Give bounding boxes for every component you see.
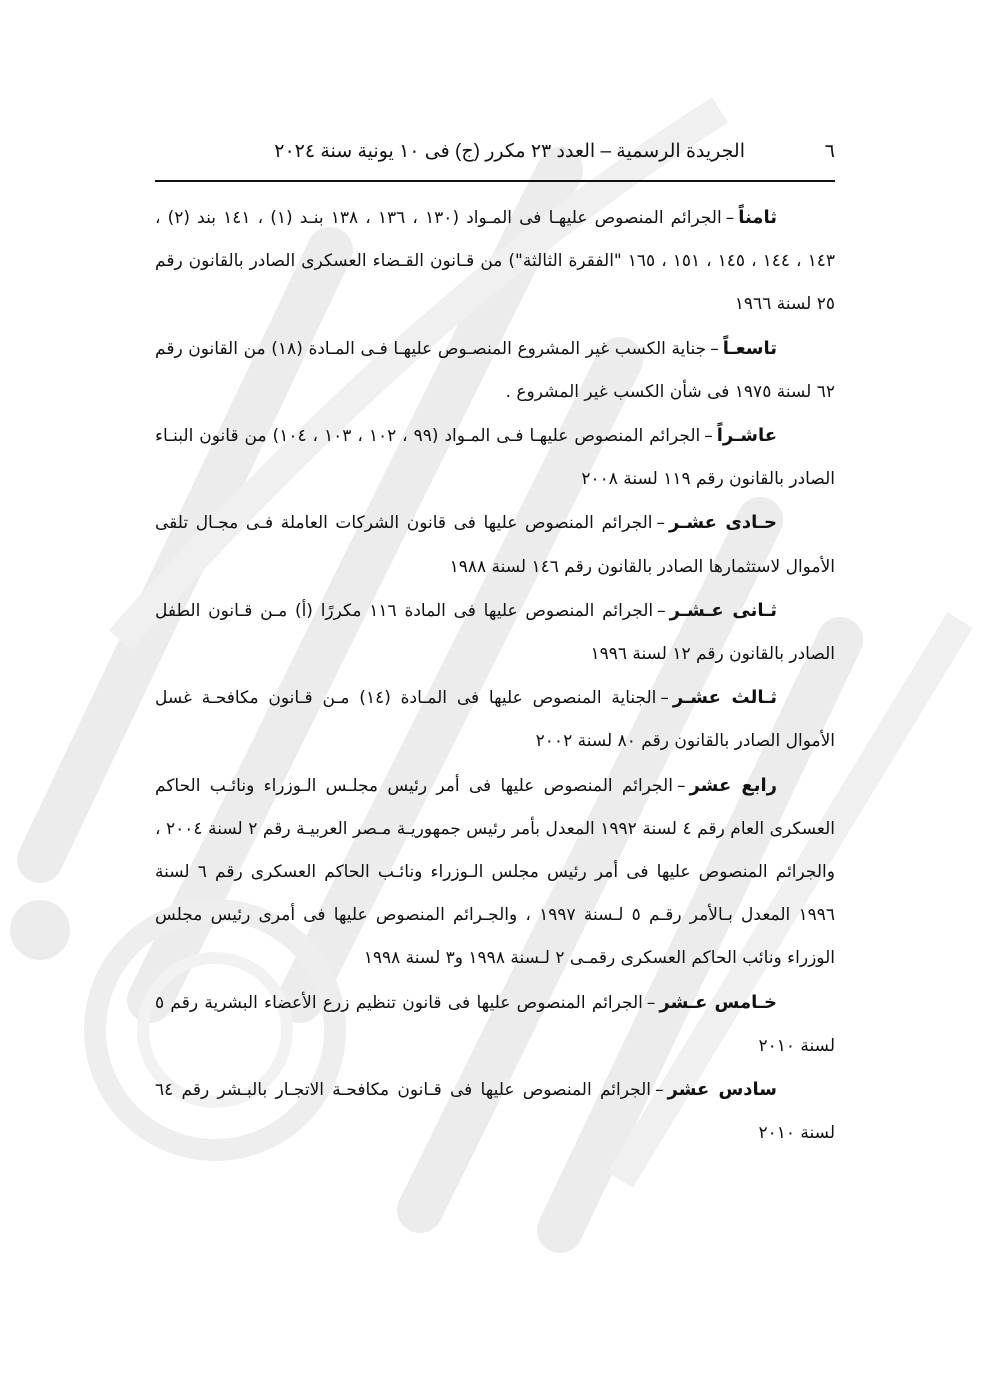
list-item: ثـانى عـشـر–الجرائم المنصوص عليها فى المادة ١١٦ مكررًا (أ) مـن قـانون الطفل الصادر بالقانون رقم ١٢ لسنة ١٩٩٦ bbox=[155, 599, 835, 665]
header-divider bbox=[155, 180, 835, 182]
item-text: الجرائم المنصوص عليها فى المادة ١١٦ مكررًا (أ) مـن قـانون الطفل الصادر بالقانون رقم ١٢ لسنة ١٩٩٦ bbox=[155, 600, 835, 665]
item-term: عاشـراً bbox=[716, 425, 778, 447]
item-term: ثامناً bbox=[738, 207, 777, 228]
item-term: تاسعـاً bbox=[722, 337, 777, 359]
list-item: سادس عشر–الجرائم المنصوص عليها فى قـانون مكافحـة الاتجـار بالبـشر رقم ٦٤ لسنة ٢٠١٠ bbox=[155, 1079, 835, 1144]
item-text: الجرائم المنصوص عليها فى قـانون مكافحـة الاتجـار بالبـشر رقم ٦٤ لسنة ٢٠١٠ bbox=[155, 1080, 835, 1144]
item-text: الجرائم المنصوص عليها فى قانون الشركات العاملة فـى مجـال تلقى الأموال لاستثمارها الصادر بالقانون رقم ١٤٦ لسنة ١٩٨٨ bbox=[155, 513, 835, 577]
document-body bbox=[155, 196, 835, 1155]
item-text: الجناية المنصوص عليها فى المـادة (١٤) مـن قـانون مكافحـة غسل الأموال الصادر بالقانون رقم ٨٠ لسنة ٢٠٠٢ bbox=[155, 688, 835, 752]
item-term: ثـالث عشـر bbox=[672, 687, 778, 709]
item-text: الجرائم المنصوص عليهـا فى المـواد (١٣٠ ، ١٣٦ ، ١٣٨ بنـد (١) ، ١٤١ بند (٢) ، ١٤٣ ، ١٤٤ ، ١٤٥ ، ١٥١ ، ١٦٥ "الفقرة الثالثة") من قـانون القـضاء العسكرى الصادر بالقانون رقم ٢٥ لسنة ١٩٦٦ bbox=[155, 208, 835, 315]
item-term: حـادى عشـر bbox=[668, 512, 777, 534]
list-item: ثامناً–الجرائم المنصوص عليهـا فى المـواد (١٣٠ ، ١٣٦ ، ١٣٨ بنـد (١) ، ١٤١ بند (٢) ، ١٤٣ ، ١٤٤ ، ١٤٥ ، ١٥١ ، ١٦٥ "الفقرة الثالثة") من قـانون القـضاء العسكرى الصادر بالقانون رقم ٢٥ لسنة ١٩٦٦ bbox=[155, 207, 835, 315]
item-term: خـامس عـشر bbox=[659, 991, 777, 1013]
page-number: ٦ bbox=[824, 141, 835, 162]
item-term: سادس عشر bbox=[667, 1079, 777, 1101]
item-text: الجرائم المنصوص عليهـا فـى المـواد (٩٩ ، ١٠٢ ، ١٠٣ ، ١٠٤) من قانون البنـاء الصادر بالقانون رقم ١١٩ لسنة ٢٠٠٨ bbox=[155, 426, 835, 490]
item-text: الجرائم المنصوص عليها فى أمر رئيس مجلـس الـوزراء ونائـب الحاكم العسكرى العام رقم ٤ لسنة ١٩٩٢ المعدل بأمر رئيس جمهوريـة مـصر العربيـة رقم ٢ لسنة ٢٠٠٤ ، والجرائم المنصوص عليها فى أمر رئيس مجلس الـوزراء ونائـب الحاكم العسكرى رقم ٦ لسنة ١٩٩٦ المعدل بـالأمر رقـم ٥ لـسنة ١٩٩٧ ، والجـرائم المنصوص عليها فى أمرى رئيس مجلس الوزراء ونائب الحاكم العسكرى رقمـى ٢ لـسنة ١٩٩٨ و٣ لسنة ١٩٩٨ bbox=[155, 775, 835, 969]
item-term: رابع عشر bbox=[689, 774, 777, 796]
page-header bbox=[155, 138, 835, 178]
list-item: حـادى عشـر–الجرائم المنصوص عليها فى قانون الشركات العاملة فـى مجـال تلقى الأموال لاستثمارها الصادر بالقانون رقم ١٤٦ لسنة ١٩٨٨ bbox=[155, 512, 835, 577]
item-text: جناية الكسب غير المشروع المنصـوص عليهـا فـى المـادة (١٨) من القانون رقم ٦٢ لسنة ١٩٧٥ فى شأن الكسب غير المشروع . bbox=[155, 338, 835, 402]
item-text: الجرائم المنصوص عليها فى قانون تنظيم زرع الأعضاء البشرية رقم ٥ لسنة ٢٠١٠ bbox=[155, 992, 835, 1056]
list-item: رابع عشر–الجرائم المنصوص عليها فى أمر رئيس مجلـس الـوزراء ونائـب الحاكم العسكرى العام رقم ٤ لسنة ١٩٩٢ المعدل بأمر رئيس جمهوريـة مـصر العربيـة رقم ٢ لسنة ٢٠٠٤ ، والجرائم المنصوص عليها فى أمر رئيس مجلس الـوزراء ونائـب الحاكم العسكرى رقم ٦ لسنة ١٩٩٦ المعدل بـالأمر رقـم ٥ لـسنة ١٩٩٧ ، والجـرائم المنصوص عليها فى أمرى رئيس مجلس الوزراء ونائب الحاكم العسكرى رقمـى ٢ لـسنة ١٩٩٨ و٣ لسنة ١٩٩٨ bbox=[155, 774, 835, 969]
list-item: تاسعـاً–جناية الكسب غير المشروع المنصـوص عليهـا فـى المـادة (١٨) من القانون رقم ٦٢ لسنة ١٩٧٥ فى شأن الكسب غير المشروع . bbox=[155, 337, 835, 402]
list-item: خـامس عـشر–الجرائم المنصوص عليها فى قانون تنظيم زرع الأعضاء البشرية رقم ٥ لسنة ٢٠١٠ bbox=[155, 991, 835, 1056]
page-title: الجريدة الرسمية – العدد ٢٣ مكرر (ج) فى ١٠ يونية سنة ٢٠٢٤ bbox=[274, 141, 745, 162]
list-item: ثـالث عشـر–الجناية المنصوص عليها فى المـادة (١٤) مـن قـانون مكافحـة غسل الأموال الصادر بالقانون رقم ٨٠ لسنة ٢٠٠٢ bbox=[155, 687, 835, 752]
list-item: عاشـراً–الجرائم المنصوص عليهـا فـى المـواد (٩٩ ، ١٠٢ ، ١٠٣ ، ١٠٤) من قانون البنـاء الصادر بالقانون رقم ١١٩ لسنة ٢٠٠٨ bbox=[155, 425, 835, 490]
item-term: ثـانى عـشـر bbox=[669, 599, 777, 621]
